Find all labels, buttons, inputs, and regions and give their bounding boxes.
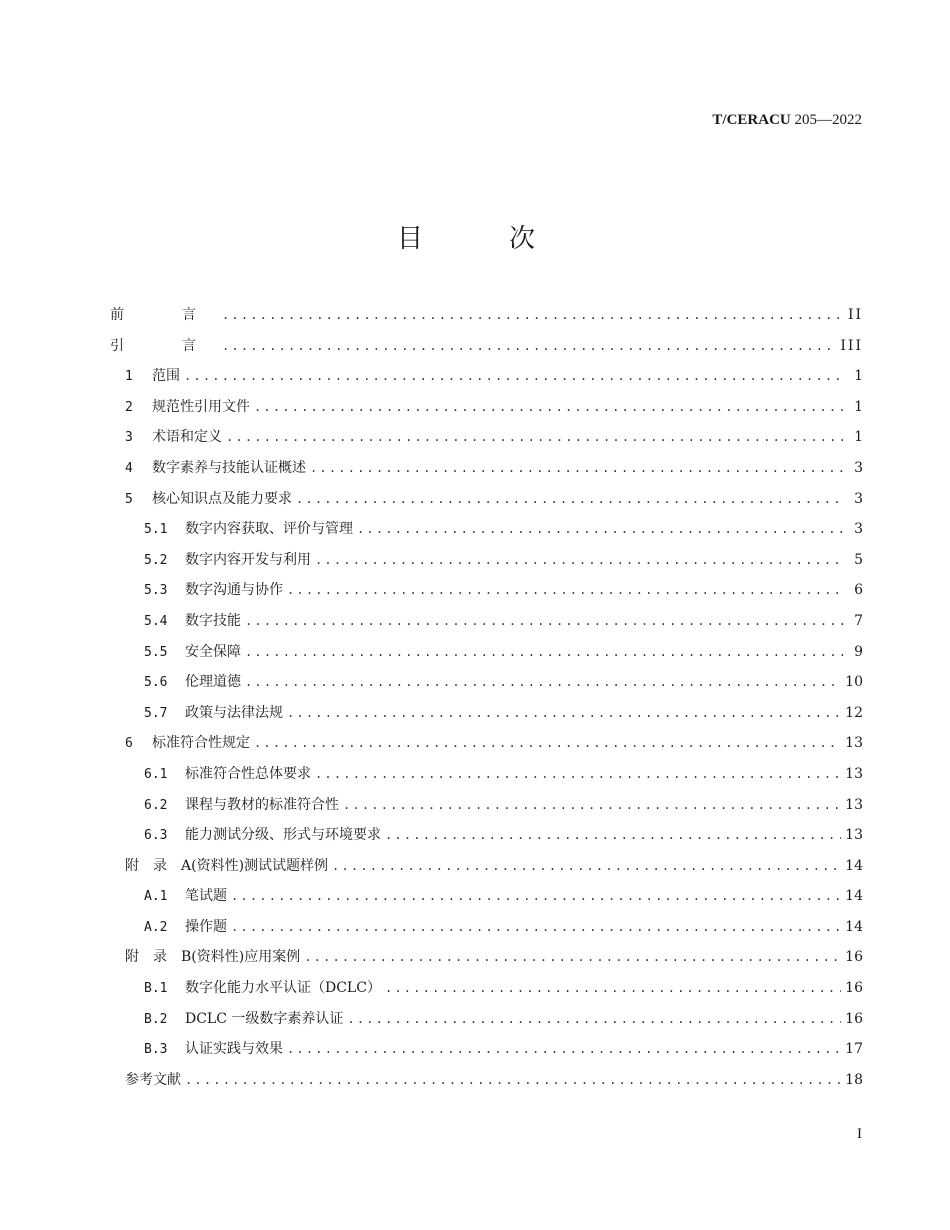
toc-leader — [287, 1034, 841, 1065]
toc-entry-number: 2 — [125, 399, 133, 415]
toc-entry-foreword[interactable] — [110, 300, 863, 331]
toc-leader — [184, 361, 845, 392]
toc-entry-number: 6.1 — [144, 766, 168, 782]
toc-leader — [254, 392, 845, 423]
toc-entry-page: 9 — [854, 643, 863, 660]
toc-entry[interactable] — [110, 728, 863, 759]
toc-entry-page: 14 — [845, 888, 863, 905]
toc-entry-label: 标准符合性总体要求 — [185, 765, 311, 782]
toc-leader — [245, 606, 845, 637]
toc-leader — [226, 422, 845, 453]
toc-entry-label: DCLC 一级数字素养认证 — [185, 1010, 344, 1027]
toc-entry-number: 5.6 — [144, 675, 168, 691]
toc-entry-number: 5.7 — [144, 705, 168, 721]
toc-entry-number: 1 — [125, 369, 133, 385]
toc-leader — [245, 637, 845, 668]
toc-entry-number: B.1 — [144, 981, 168, 997]
toc-entry-label: 政策与法律法规 — [185, 704, 283, 721]
toc-subentry[interactable] — [110, 575, 863, 606]
toc-entry-label: 数字技能 — [185, 612, 241, 629]
toc-subentry[interactable] — [110, 606, 863, 637]
standard-code-number: 205—2022 — [794, 112, 862, 128]
toc-entry-label: 数字内容开发与利用 — [185, 551, 311, 568]
toc-leader — [357, 514, 845, 545]
toc-leader — [296, 484, 845, 515]
toc-entry-label: 范围 — [152, 368, 180, 385]
standard-code — [712, 112, 862, 129]
toc-entry-page: 3 — [854, 490, 863, 507]
toc-entry-number: 6.2 — [144, 797, 168, 813]
toc-leader — [304, 942, 841, 973]
toc-leader — [185, 1065, 841, 1096]
toc-subentry[interactable] — [110, 637, 863, 668]
toc-entry-label: 操作题 — [185, 918, 227, 935]
toc-entry-appendix-b[interactable] — [110, 942, 863, 973]
toc-entry-page: 17 — [845, 1041, 863, 1058]
toc-entry-number: 4 — [125, 460, 133, 476]
toc-entry-page: 3 — [854, 459, 863, 476]
toc-leader — [347, 1004, 841, 1035]
toc-subentry[interactable] — [110, 1004, 863, 1035]
toc-leader — [222, 331, 836, 362]
toc-leader — [332, 851, 841, 882]
toc-entry-label: 数字化能力水平认证（DCLC） — [185, 980, 381, 997]
toc-entry-page: 13 — [845, 796, 863, 813]
toc-leader — [343, 790, 841, 821]
toc-entry-number: 5 — [125, 491, 133, 507]
toc-subentry[interactable] — [110, 912, 863, 943]
toc-entry-label: 前 言 — [110, 307, 218, 323]
toc-entry-label: 能力测试分级、形式与环境要求 — [185, 827, 381, 844]
page-number: I — [857, 1126, 862, 1142]
toc-entry-number: A.1 — [144, 889, 168, 905]
toc-entry-number: 5.4 — [144, 613, 168, 629]
toc-subentry[interactable] — [110, 759, 863, 790]
toc-entry-label: 安全保障 — [185, 643, 241, 660]
toc-leader — [245, 667, 841, 698]
toc-entry-number: 6 — [125, 736, 133, 752]
toc-entry-page: II — [847, 307, 863, 323]
standard-code-prefix: T/CERACU — [712, 112, 791, 128]
toc-leader — [385, 973, 841, 1004]
toc-entry[interactable] — [110, 361, 863, 392]
toc-entry-page: 18 — [845, 1071, 863, 1088]
toc-entry-label: 附 录 A(资料性)测试试题样例 — [125, 857, 329, 874]
toc-subentry[interactable] — [110, 698, 863, 729]
toc-entry-appendix-a[interactable] — [110, 851, 863, 882]
toc-entry-label: 课程与教材的标准符合性 — [185, 796, 339, 813]
toc-entry-page: 14 — [845, 918, 863, 935]
toc-entry-number: 5.3 — [144, 583, 168, 599]
toc-entry-page: 3 — [854, 521, 863, 538]
toc-leader — [222, 300, 844, 331]
toc-entry-number: 3 — [125, 430, 133, 446]
toc-entry-page: 16 — [845, 980, 863, 997]
toc-entry-page: 7 — [854, 612, 863, 629]
toc-entry-label: 术语和定义 — [152, 429, 222, 446]
toc-leader — [310, 453, 845, 484]
toc-entry-introduction[interactable] — [110, 331, 863, 362]
toc-entry-references[interactable] — [110, 1065, 863, 1096]
toc-entry-number: B.2 — [144, 1011, 168, 1027]
toc-entry-page: 10 — [845, 674, 863, 691]
toc-entry-page: III — [840, 337, 863, 354]
toc-entry-number: B.3 — [144, 1042, 168, 1058]
toc-entry-page: 14 — [845, 857, 863, 874]
toc-subentry[interactable] — [110, 545, 863, 576]
toc-entry-page: 6 — [854, 582, 863, 599]
toc-subentry[interactable] — [110, 881, 863, 912]
toc-entry-page: 13 — [845, 827, 863, 844]
toc-leader — [385, 820, 841, 851]
toc-leader — [287, 575, 845, 606]
toc-subentry[interactable] — [110, 973, 863, 1004]
toc-leader — [231, 881, 841, 912]
toc-entry-label: 数字素养与技能认证概述 — [152, 459, 306, 476]
toc-entry-number: 5.1 — [144, 522, 168, 538]
toc-subentry[interactable] — [110, 514, 863, 545]
toc-entry-label: 核心知识点及能力要求 — [152, 490, 292, 507]
toc-title: 目 次 — [396, 224, 565, 254]
toc-entry[interactable] — [110, 422, 863, 453]
toc-entry[interactable] — [110, 453, 863, 484]
toc-subentry[interactable] — [110, 1034, 863, 1065]
toc-subentry[interactable] — [110, 667, 863, 698]
toc-entry-page: 5 — [854, 551, 863, 568]
toc-entry-label: 笔试题 — [185, 888, 227, 905]
toc-entry-page: 12 — [845, 704, 863, 721]
toc-entry-page: 16 — [845, 949, 863, 966]
toc-entry-label: 引 言 — [110, 337, 218, 354]
toc-leader — [315, 759, 841, 790]
toc-entry[interactable] — [110, 392, 863, 423]
toc-leader — [315, 545, 845, 576]
toc-leader — [231, 912, 841, 943]
toc-leader — [254, 728, 841, 759]
toc-entry-number: A.2 — [144, 919, 168, 935]
toc-subentry[interactable] — [110, 790, 863, 821]
toc-entry-label: 数字内容获取、评价与管理 — [185, 521, 353, 538]
toc-entry-page: 1 — [854, 398, 863, 415]
toc-entry-label: 规范性引用文件 — [152, 398, 250, 415]
toc-entry-page: 16 — [845, 1010, 863, 1027]
toc-leader — [287, 698, 841, 729]
toc-entry-number: 5.5 — [144, 644, 168, 660]
toc-entry-page: 1 — [854, 429, 863, 446]
toc-entry-number: 5.2 — [144, 552, 168, 568]
toc-entry-label: 参考文献 — [125, 1071, 181, 1088]
toc-entry-page: 13 — [845, 735, 863, 752]
toc-subentry[interactable] — [110, 820, 863, 851]
table-of-contents — [110, 300, 863, 1095]
toc-entry-label: 附 录 B(资料性)应用案例 — [125, 949, 301, 966]
toc-entry[interactable] — [110, 484, 863, 515]
toc-entry-page: 1 — [854, 368, 863, 385]
toc-entry-label: 标准符合性规定 — [152, 735, 250, 752]
toc-entry-label: 伦理道德 — [185, 674, 241, 691]
toc-entry-label: 认证实践与效果 — [185, 1041, 283, 1058]
toc-entry-label: 数字沟通与协作 — [185, 582, 283, 599]
toc-entry-number: 6.3 — [144, 828, 168, 844]
toc-entry-page: 13 — [845, 765, 863, 782]
